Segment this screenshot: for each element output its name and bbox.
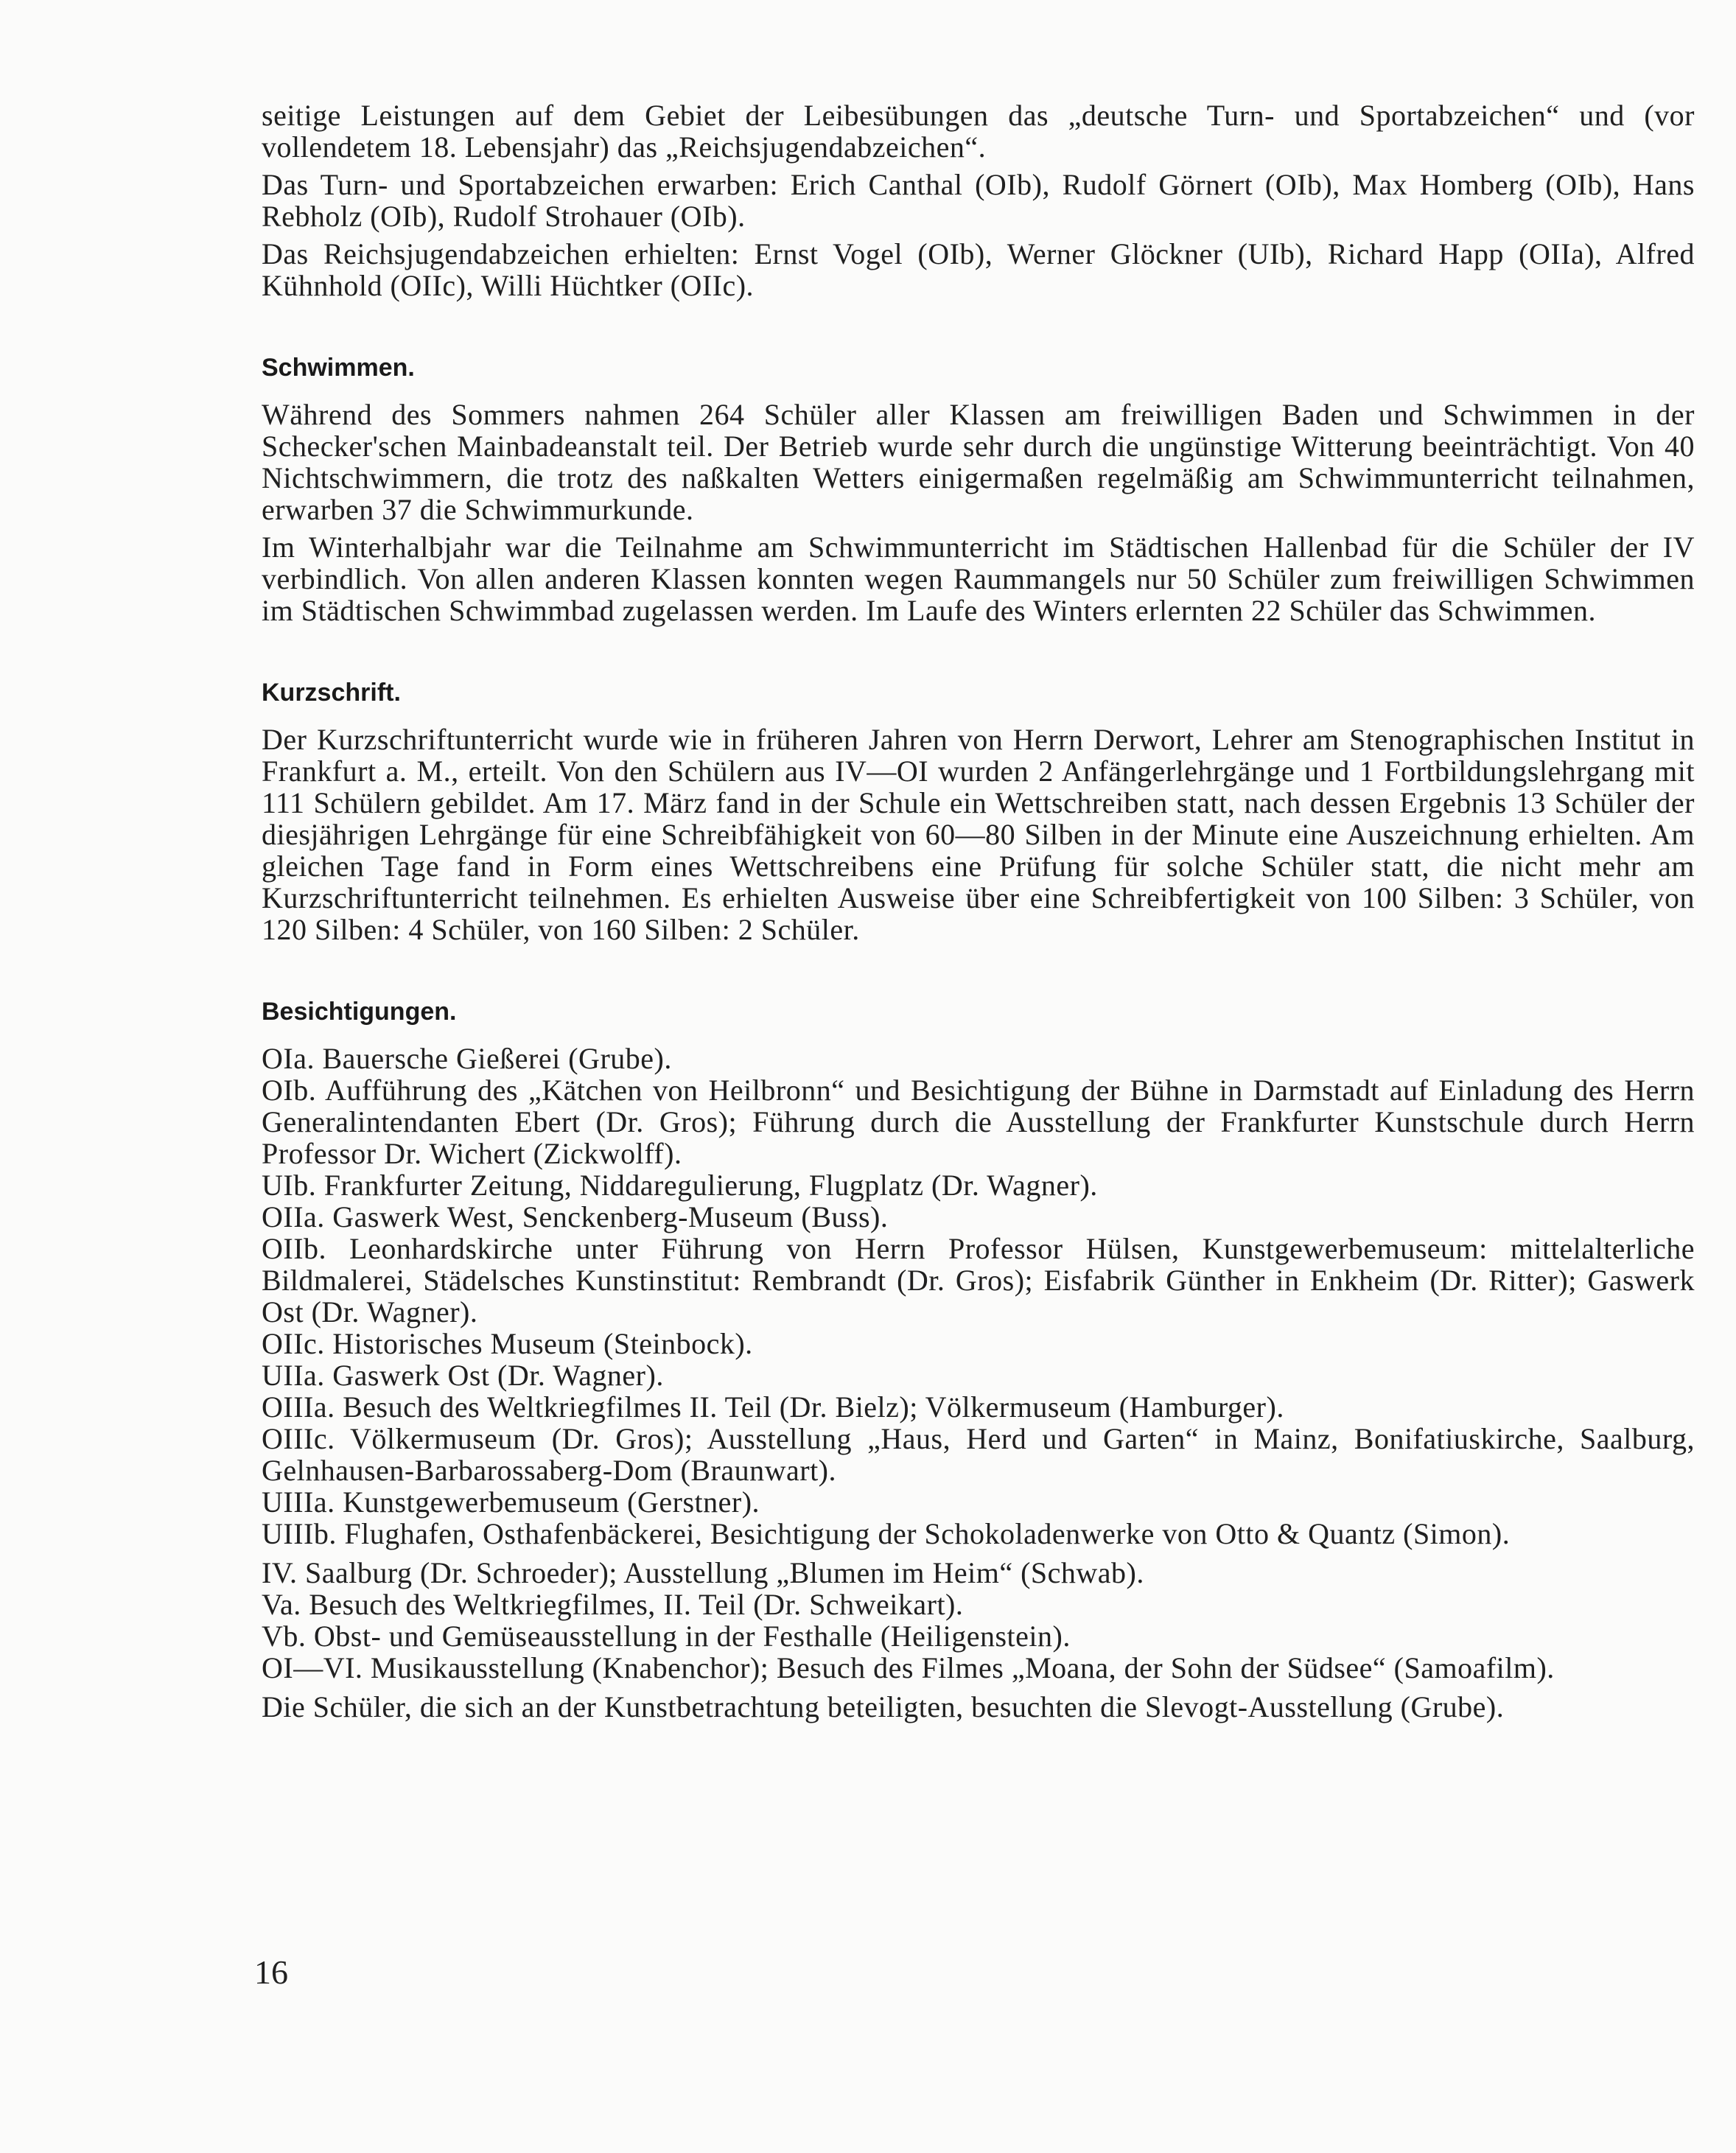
visit-entry-oi-vi: OI—VI. Musikausstellung (Knabenchor); Besuch des Filmes „Moana, der Sohn der Südsee“ (Samoafilm). [262, 1651, 1555, 1684]
visit-entry-oiiic: OIIIc. Völkermuseum (Dr. Gros); Ausstellung „Haus, Herd und Garten“ in Mainz, Bonifatiuskirche, Saalburg, Gelnhausen-Barbarossaberg-Dom (Braunwart). [262, 1422, 1695, 1487]
visits-list [262, 1043, 1695, 1723]
visit-entry-va: Va. Besuch des Weltkriegfilmes, II. Teil (Dr. Schweikart). [262, 1588, 964, 1621]
page-content [262, 99, 1695, 1723]
visit-entry-uib: UIb. Frankfurter Zeitung, Niddaregulierung, Flugplatz (Dr. Wagner). [262, 1169, 1098, 1202]
visit-entry-uiiia: UIIIa. Kunstgewerbemuseum (Gerstner). [262, 1485, 760, 1519]
visit-entry-oiib: OIIb. Leonhardskirche unter Führung von Herrn Professor Hülsen, Kunstgewerbemuseum: mittelalterliche Bildmalerei, Städelsches Kunstinstitut: Rembrandt (Dr. Gros); Eisfabrik Günther in Enkheim (Dr. Ritter); Gaswerk Ost (Dr. Wagner). [262, 1232, 1695, 1328]
visit-entry-iv: IV. Saalburg (Dr. Schroeder); Ausstellung „Blumen im Heim“ (Schwab). [262, 1556, 1144, 1589]
page-number: 16 [254, 1953, 288, 1991]
visit-entry-oiia: OIIa. Gaswerk West, Senckenberg-Museum (Buss). [262, 1200, 889, 1233]
visit-entry-vb: Vb. Obst- und Gemüseausstellung in der Festhalle (Heiligenstein). [262, 1620, 1071, 1653]
intro-paragraph-1: seitige Leistungen auf dem Gebiet der Leibesübungen das „deutsche Turn- und Sportabzeichen“ und (vor vollendetem 18. Lebensjahr) das „Reichsjugendabzeichen“. [262, 99, 1695, 164]
shorthand-paragraph: Der Kurzschriftunterricht wurde wie in früheren Jahren von Herrn Derwort, Lehrer am Stenographischen Institut in Frankfurt a. M., erteilt. Von den Schülern aus IV—OI wurden 2 Anfängerlehrgänge und 1 Fortbildungslehrgang mit 111 Schülern gebildet. Am 17. März fand in der Schule ein Wettschreiben statt, nach dessen Ergebnis 13 Schüler der diesjährigen Lehrgänge für eine Schreibfähigkeit von 60—80 Silben in der Minute eine Auszeichnung erhielten. Am gleichen Tage fand in Form eines Wettschreibens eine Prüfung für solche Schüler statt, die nicht mehr am Kurzschriftunterricht teilnehmen. Es erhielten Ausweise über eine Schreibfertigkeit von 100 Silben: 3 Schüler, von 120 Silben: 4 Schüler, von 160 Silben: 2 Schüler. [262, 723, 1695, 946]
visits-heading: Besichtigungen. [262, 998, 457, 1026]
swimming-paragraph-2: Im Winterhalbjahr war die Teilnahme am Schwimmunterricht im Städtischen Hallenbad für die Schüler der IV verbindlich. Von allen anderen Klassen konnten wegen Raummangels nur 50 Schüler zum freiwilligen Schwimmen im Städtischen Schwimmbad zugelassen werden. Im Laufe des Winters erlernten 22 Schüler das Schwimmen. [262, 531, 1695, 627]
visit-entry-oib: OIb. Aufführung des „Kätchen von Heilbronn“ und Besichtigung der Bühne in Darmstadt auf Einladung des Herrn Generalintendanten Ebert (Dr. Gros); Führung durch die Ausstellung der Frankfurter Kunstschule durch Herrn Professor Dr. Wichert (Zickwolff). [262, 1074, 1695, 1170]
visit-entry-uiia: UIIa. Gaswerk Ost (Dr. Wagner). [262, 1359, 664, 1392]
shorthand-heading: Kurzschrift. [262, 679, 401, 707]
visits-closing: Die Schüler, die sich an der Kunstbetrachtung beteiligten, besuchten die Slevogt-Ausstellung (Grube). [262, 1690, 1505, 1723]
visit-entry-oiiia: OIIIa. Besuch des Weltkriegfilmes II. Teil (Dr. Bielz); Völkermuseum (Hamburger). [262, 1390, 1284, 1424]
swimming-paragraph-1: Während des Sommers nahmen 264 Schüler aller Klassen am freiwilligen Baden und Schwimmen in der Schecker'schen Mainbadeanstalt teil. Der Betrieb wurde sehr durch die ungünstige Witterung beeinträchtigt. Von 40 Nichtschwimmern, die trotz des naßkalten Wetters einigermaßen regelmäßig am Schwimmunterricht teilnahmen, erwarben 37 die Schwimmurkunde. [262, 398, 1695, 526]
intro-paragraph-3: Das Reichsjugendabzeichen erhielten: Ernst Vogel (OIb), Werner Glöckner (UIb), Richard Happ (OIIa), Alfred Kühnhold (OIIc), Willi Hüchtker (OIIc). [262, 237, 1695, 302]
swimming-heading: Schwimmen. [262, 354, 415, 382]
visit-entry-uiiib: UIIIb. Flughafen, Osthafenbäckerei, Besichtigung der Schokoladenwerke von Otto & Quantz (Simon). [262, 1517, 1511, 1550]
visit-entry-oia: OIa. Bauersche Gießerei (Grube). [262, 1042, 672, 1075]
visit-entry-oiic: OIIc. Historisches Museum (Steinbock). [262, 1327, 753, 1360]
intro-paragraph-2: Das Turn- und Sportabzeichen erwarben: Erich Canthal (OIb), Rudolf Görnert (OIb), Max Homberg (OIb), Hans Rebholz (OIb), Rudolf Strohauer (OIb). [262, 168, 1695, 233]
